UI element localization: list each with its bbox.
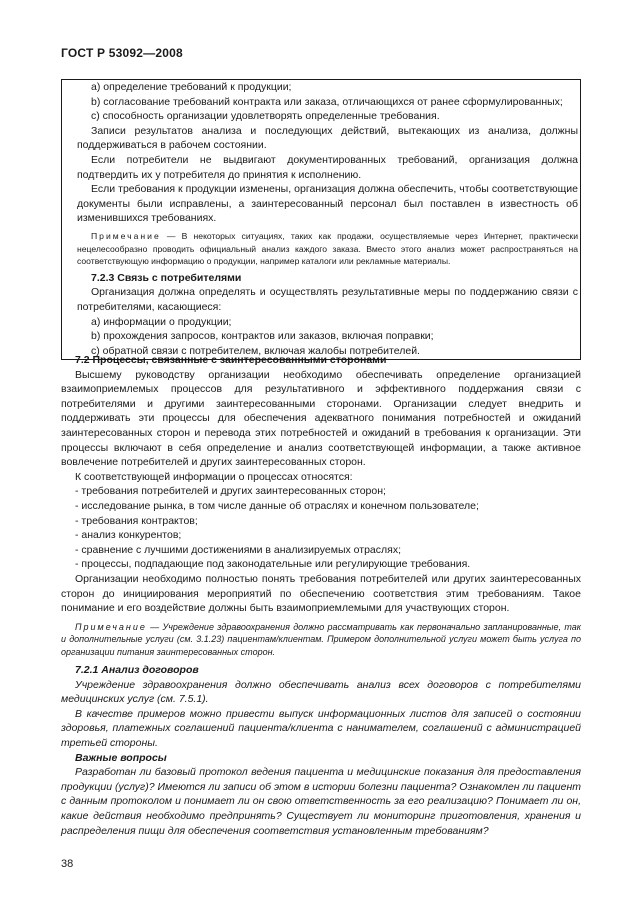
paragraph: К соответствующей информации о процессах относятся: [75,470,353,483]
paragraph: Учреждение здравоохранения должно обеспечивать анализ всех договоров с потребителями медицинских услуг (см. 7.5.1). [61,678,581,706]
page-number: 38 [61,858,74,870]
paragraph: Высшему руководству организации необходимо обеспечивать определение организацией взаимоприемлемых процессов для результативного и эффективного поддержания связи с потребителями и другими заинтересованными сторонами. Организации следует внедрить и поддерживать эти процессы для обеспечения адекватного понимания потребностей и ожиданий заинтересованных сторон и перевода этих потребностей и ожиданий в требования к организации. Эти процессы включают в себя определение и анализ соответствующей информации, а также активное вовлечение потребителей и других заинтересованных сторон. [61,368,581,469]
list-item: - процессы, подпадающие под законодательные или регулирующие требования. [75,558,471,571]
note-label: Примечание [91,230,161,241]
main-content [61,353,581,838]
section-heading: 7.2.1 Анализ договоров [75,664,199,677]
list-item: a) информации о продукции; [91,315,232,328]
list-item: c) обратной связи с потребителем, включая жалобы потребителей. [91,344,420,357]
section-heading: 7.2.3 Связь с потребителями [91,271,242,284]
note-text: — В некоторых ситуациях, таких как продажи, осуществляемые через Интернет, практически нецелесообразно проводить официальный анализ каждого заказа. Вместо этого анализ может распространяться на соответствующую информацию о продукции, например каталоги или рекламные материалы. [77,230,578,267]
list-item: - анализ конкурентов; [75,529,182,542]
list-item: a) определение требований к продукции; [91,81,292,93]
list-item: - исследование рынка, в том числе данные об отраслях и конечном пользователе; [75,499,479,512]
list-item: b) прохождения запросов, контрактов или заказов, включая поправки; [91,330,434,343]
note-text: — Учреждение здравоохранения должно рассматривать как первоначально запланированные, так и дополнительные услуги (см. 3.1.23) пациентам/клиентам. Примером дополнительной услуги может быть услуга по организации питания заинтересованных сторон. [61,621,581,658]
note [61,621,581,659]
list-item: c) способность организации удовлетворять определенные требования. [91,110,440,123]
document-header: ГОСТ Р 53092—2008 [61,46,183,60]
paragraph: В качестве примеров можно привести выпуск информационных листов для записей о состоянии здоровья, платежных соглашений пациента/клиента с нанимателем, соглашений с администрацией третьей стороны. [61,707,581,750]
list-item: b) согласование требований контракта или заказа, отличающихся от ранее сформулированных; [91,95,563,108]
note [77,230,578,268]
note-label: Примечание [75,621,147,632]
paragraph: Организации необходимо полностью понять требования потребителей или других заинтересованных сторон до инициирования мероприятий по обеспечению соответствия этим требованиям. Такое понимание и его воздействие должны быть взаимоприемлемыми для участвующих сторон. [61,572,581,615]
list-item: - требования потребителей и других заинтересованных сторон; [75,485,386,498]
paragraph: Разработан ли базовый протокол ведения пациента и медицинские показания для предоставления продукции (услуг)? Имеются ли записи об этом в истории болезни пациента? Ознакомлен ли пациент с данным протоколом и понимает ли он свою ответственность за его реализацию? Понимает ли он, какие действия необходимо предпринять? Существует ли мониторинг приготовления, хранения и распределения пищи для обеспечения соответствия установленным требованиям? [61,766,581,837]
section-heading: 7.2 Процессы, связанные с заинтересованными сторонами [75,354,387,366]
quoted-standard-box [61,79,581,360]
paragraph: Если потребители не выдвигают документированных требований, организация должна подтвердить их у потребителя до принятия к исполнению. [77,153,578,181]
paragraph: Организация должна определять и осуществлять результативные меры по поддержанию связи с потребителями, касающиеся: [77,286,578,313]
paragraph: Записи результатов анализа и последующих действий, вытекающих из анализа, должны поддерживаться в рабочем состоянии. [77,124,578,152]
paragraph: Если требования к продукции изменены, организация должна обеспечить, чтобы соответствующие документы были исправлены, а заинтересованный персонал был поставлен в известность об изменившихся требованиях. [77,183,578,225]
list-item: - сравнение с лучшими достижениями в анализируемых отраслях; [75,543,401,556]
subheading: Важные вопросы [75,751,167,764]
list-item: - требования контрактов; [75,514,198,527]
